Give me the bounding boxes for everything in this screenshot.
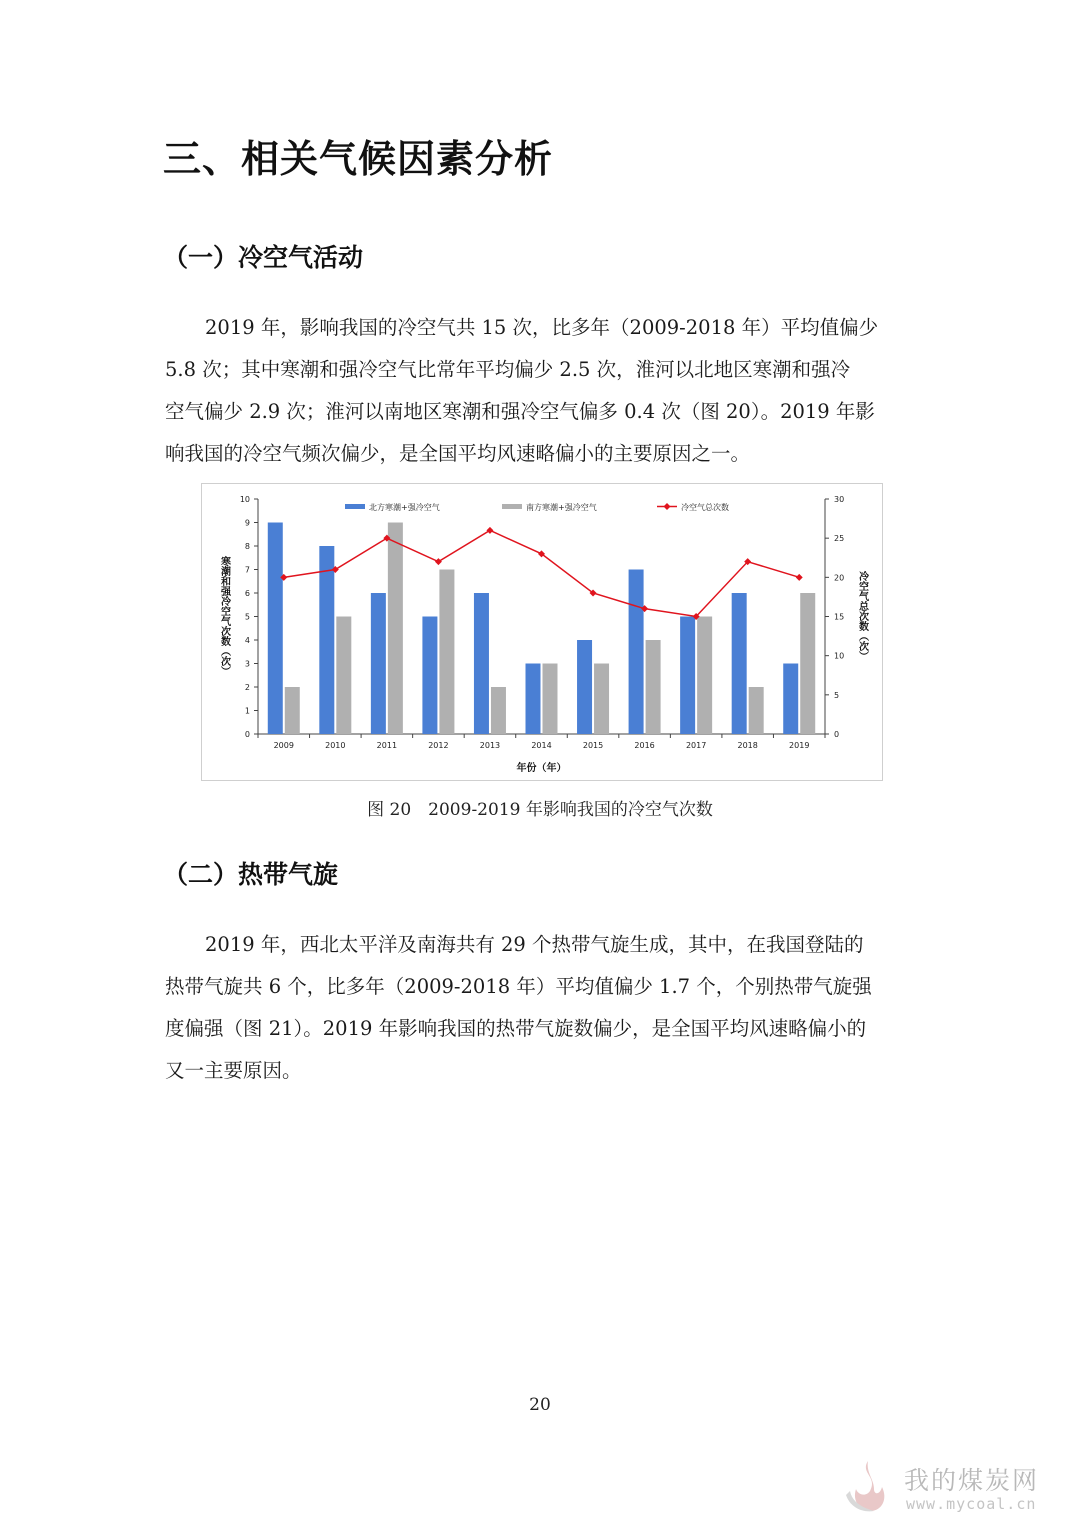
x-tick-label: 2012 (428, 741, 449, 750)
bar-north (680, 617, 695, 735)
bar-north (422, 617, 437, 735)
bar-south (491, 687, 506, 734)
right-tick-label: 15 (834, 612, 845, 622)
bar-north (577, 640, 592, 734)
left-tick-label: 4 (244, 636, 250, 645)
left-tick-label: 7 (244, 565, 250, 575)
legend-swatch (502, 504, 522, 509)
bar-south (439, 570, 454, 735)
total-count-line (284, 530, 799, 616)
chart-svg (202, 484, 882, 780)
x-tick-label: 2011 (376, 741, 398, 750)
right-tick-label: 25 (834, 534, 845, 544)
paragraph-line: 5.8 次；其中寒潮和强冷空气比常年平均偏少 2.5 次，淮河以北地区寒潮和强冷 (165, 358, 851, 381)
legend-label: 南方寒潮+强冷空气 (526, 503, 597, 512)
total-count-point (435, 558, 442, 565)
bar-north (319, 546, 334, 734)
legend-marker (664, 503, 671, 510)
legend-label: 冷空气总次数 (681, 503, 729, 512)
left-tick-label: 0 (244, 730, 250, 739)
page-number: 20 (529, 1395, 551, 1415)
x-tick-label: 2016 (634, 741, 655, 750)
left-tick-label: 2 (244, 683, 250, 692)
legend-label: 北方寒潮+强冷空气 (369, 503, 440, 512)
bar-north (371, 593, 386, 734)
bar-north (268, 523, 283, 735)
x-axis-title: 年份（年） (516, 763, 567, 774)
bar-north (732, 593, 747, 734)
right-tick-label: 5 (834, 690, 840, 700)
total-count-point (796, 574, 803, 581)
x-tick-label: 2017 (685, 741, 707, 750)
bar-north (474, 593, 489, 734)
bar-north (526, 664, 541, 735)
paragraph-line: 空气偏少 2.9 次；淮河以南地区寒潮和强冷空气偏多 0.4 次（图 20）。2019 年影 (165, 400, 875, 423)
right-tick-label: 20 (834, 573, 845, 583)
bar-south (697, 617, 712, 735)
bar-south (800, 593, 815, 734)
left-tick-label: 3 (244, 659, 250, 669)
left-tick-label: 1 (244, 706, 250, 716)
right-tick-label: 30 (834, 495, 845, 504)
x-tick-label: 2009 (273, 741, 294, 750)
paragraph-line: 2019 年，西北太平洋及南海共有 29 个热带气旋生成，其中，在我国登陆的 (205, 933, 864, 956)
bar-north (783, 664, 798, 735)
x-tick-label: 2019 (789, 741, 810, 750)
bar-south (543, 664, 558, 735)
left-tick-label: 6 (244, 589, 250, 598)
bar-south (749, 687, 764, 734)
left-tick-label: 5 (244, 612, 250, 622)
watermark-url: www.mycoal.cn (906, 1495, 1037, 1513)
bar-south (646, 640, 661, 734)
section-heading: 三、相关气候因素分析 (163, 137, 554, 181)
left-tick-label: 9 (244, 518, 250, 528)
paragraph-line: 2019 年，影响我国的冷空气共 15 次，比多年（2009-2018 年）平均值偏少 (205, 316, 879, 339)
bar-north (629, 570, 644, 735)
bar-south (285, 687, 300, 734)
flame-logo-icon (838, 1455, 900, 1517)
left-tick-label: 10 (239, 495, 250, 504)
watermark-name: 我的煤炭网 (904, 1466, 1040, 1495)
total-count-point (486, 527, 493, 534)
legend-swatch (345, 504, 365, 509)
bar-south (336, 617, 351, 735)
paragraph-line: 热带气旋共 6 个，比多年（2009-2018 年）平均值偏少 1.7 个，个别热带气旋强 (165, 975, 872, 998)
bar-south (594, 664, 609, 735)
paragraph-line: 响我国的冷空气频次偏少，是全国平均风速略偏小的主要原因之一。 (165, 442, 751, 465)
x-tick-label: 2013 (479, 741, 501, 750)
y-axis-title: 寒潮和强冷空气次数（次） (218, 556, 230, 676)
paragraph-line: 度偏强（图 21）。2019 年影响我国的热带气旋数偏少，是全国平均风速略偏小的 (165, 1017, 867, 1040)
left-tick-label: 8 (244, 542, 250, 551)
right-tick-label: 0 (834, 730, 840, 739)
x-tick-label: 2010 (325, 741, 346, 750)
watermark (838, 1455, 1068, 1520)
subsection-title-tropical-cyclone: （二）热带气旋 (163, 860, 339, 889)
subsection-title-cold-air: （一）冷空气活动 (163, 243, 364, 272)
x-tick-label: 2014 (531, 741, 552, 750)
figure-caption: 图 20 2009-2019 年影响我国的冷空气次数 (367, 800, 713, 820)
paragraph-cold-air (165, 307, 917, 475)
paragraph-tropical-cyclone (165, 924, 917, 1092)
right-tick-label: 10 (834, 651, 845, 661)
paragraph-line: 又一主要原因。 (165, 1059, 302, 1082)
x-tick-label: 2018 (737, 741, 758, 750)
bar-south (388, 523, 403, 735)
cold-air-chart (201, 483, 883, 781)
x-tick-label: 2015 (582, 741, 604, 750)
y2-axis-title: 冷空气总次数（次） (856, 571, 868, 661)
